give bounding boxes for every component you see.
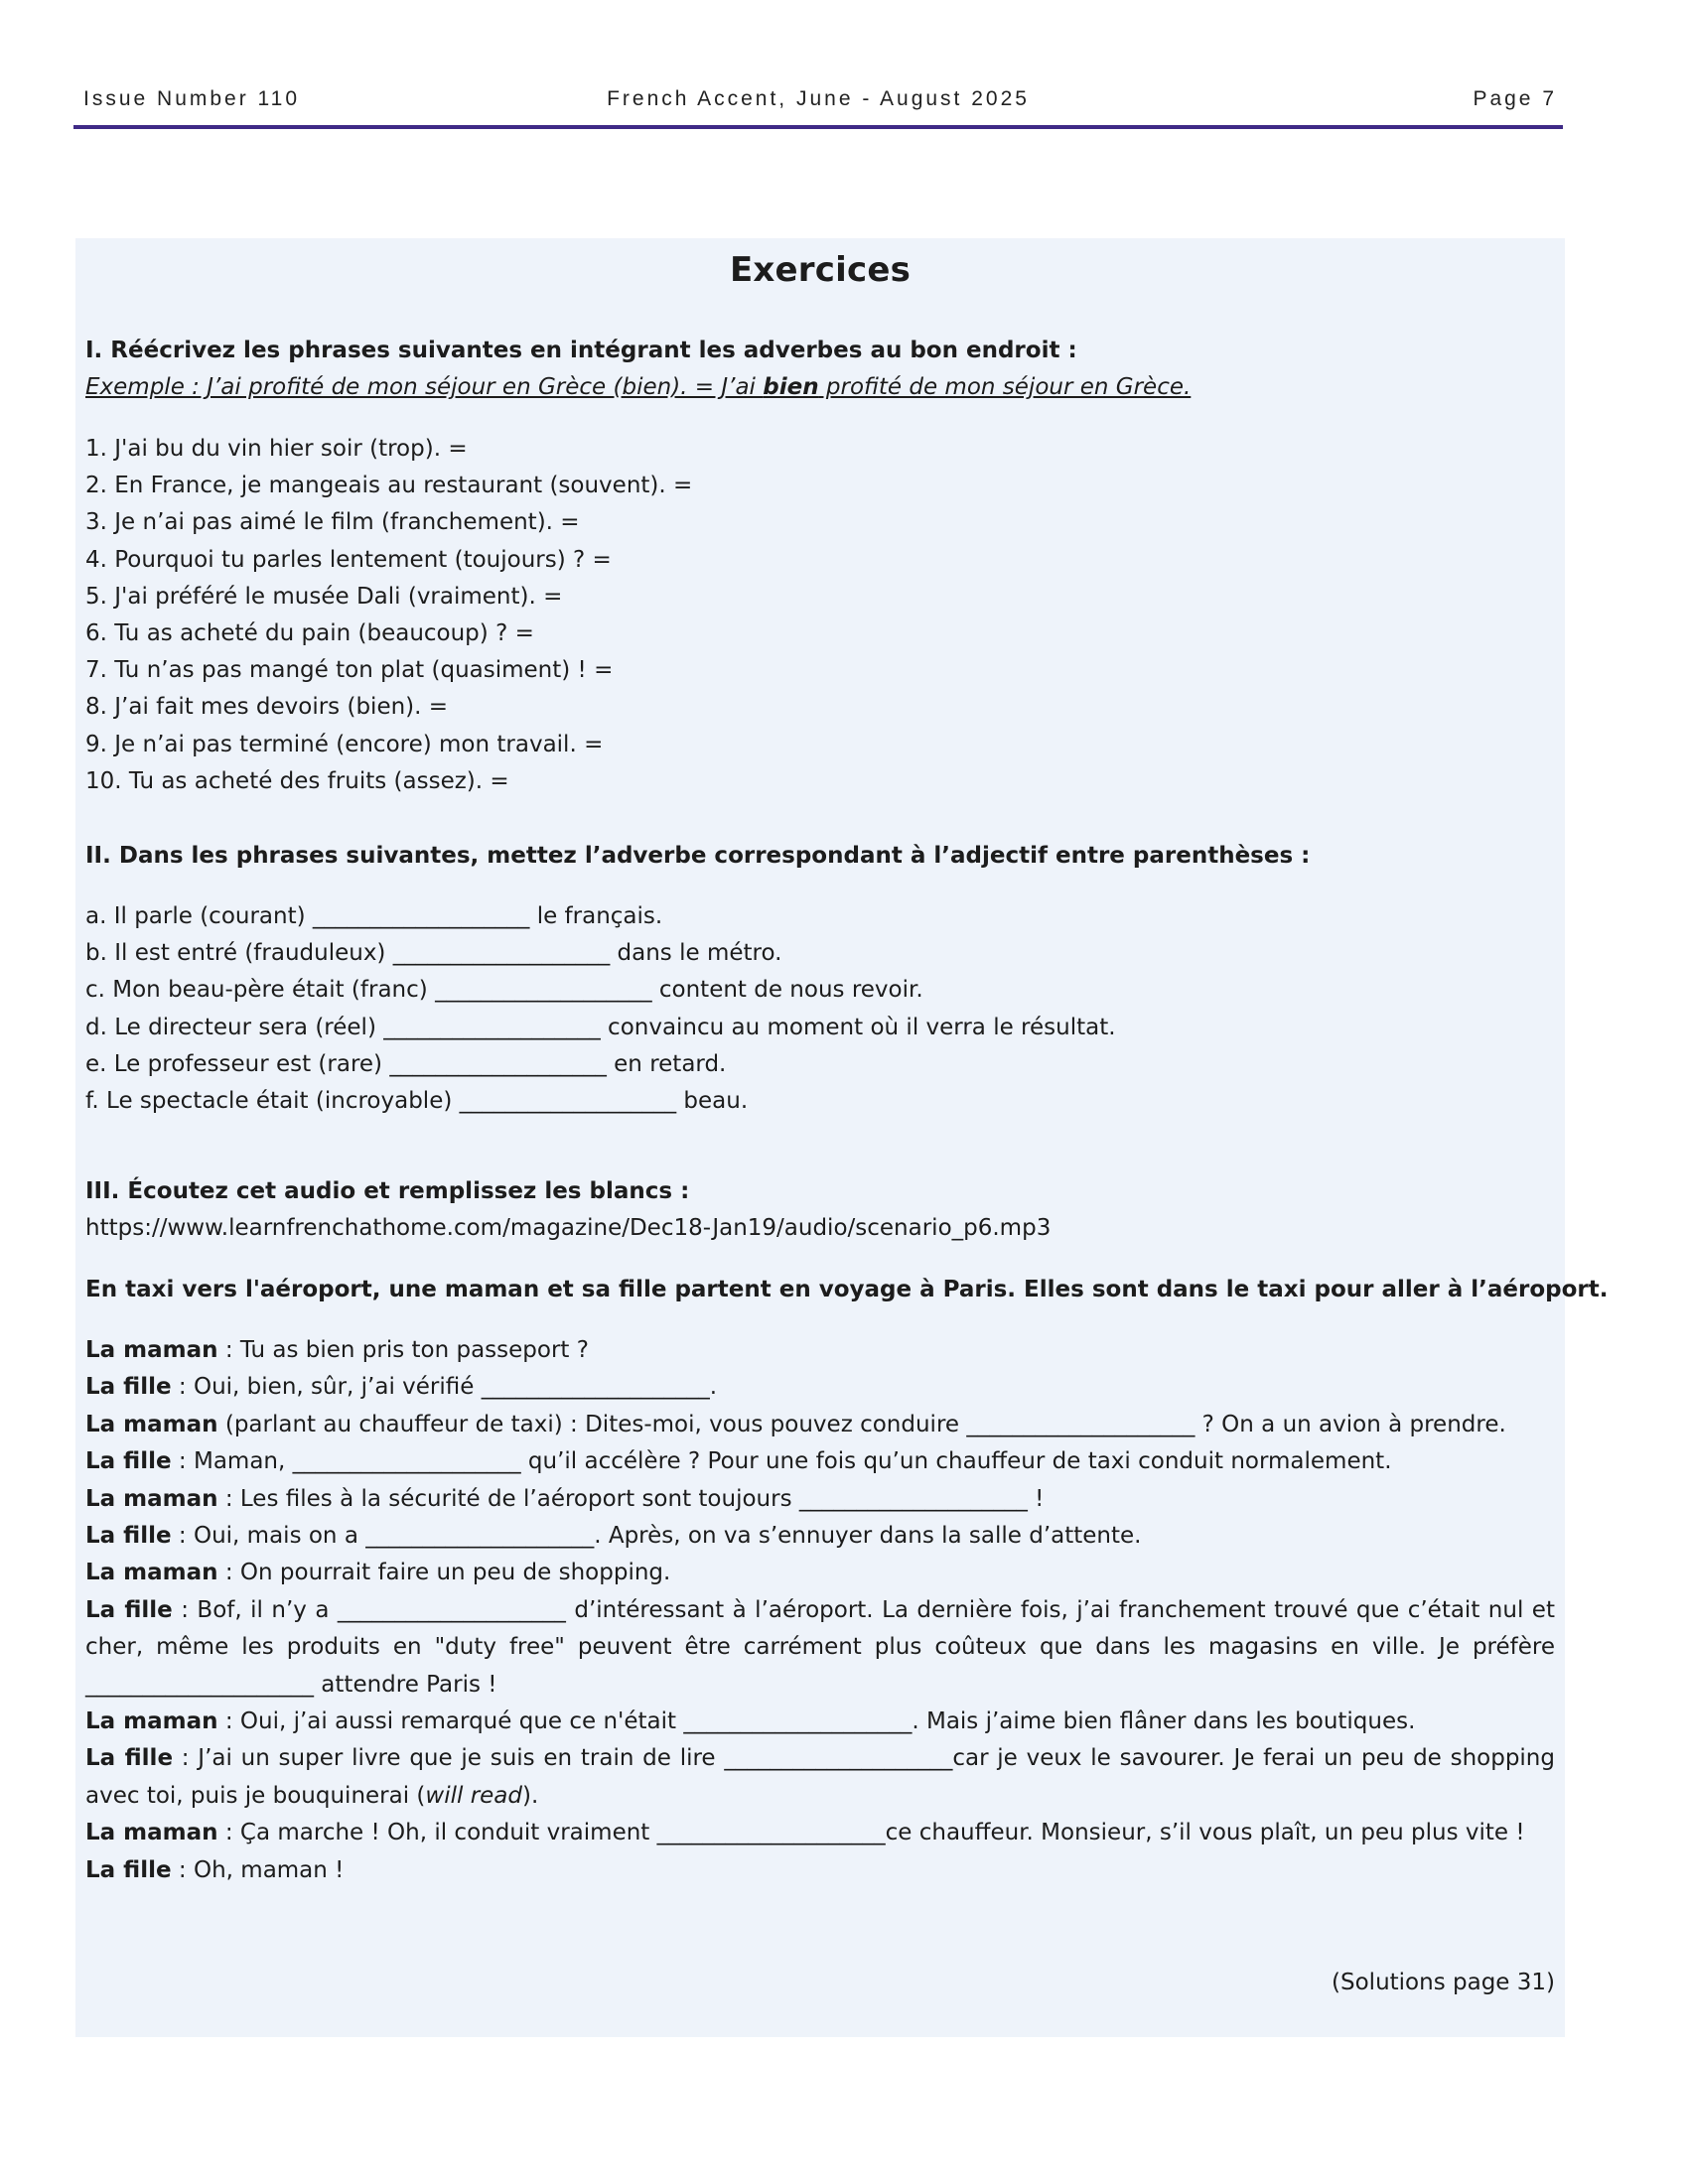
dialogue-line: La maman : Ça marche ! Oh, il conduit vraiment ____________________ce chauffeur. Monsieur, s’il vous plaît, un peu plus vite !	[85, 1820, 1525, 1846]
page-title: Exercices	[729, 250, 912, 290]
dialogue-line: La maman : Oui, j’ai aussi remarqué que ce n'était ____________________. Mais j’aime bien flâner dans les boutiques.	[85, 1708, 1416, 1735]
issue-number: Issue Number 110	[83, 87, 301, 110]
dialogue-line: La fille : Oui, mais on a ____________________. Après, on va s’ennuyer dans la salle d’attente.	[85, 1523, 1142, 1550]
audio-link[interactable]: https://www.learnfrenchathome.com/magazine/Dec18-Jan19/audio/scenario_p6.mp3	[85, 1215, 1052, 1241]
list-item: 9. Je n’ai pas terminé (encore) mon travail. =	[85, 731, 604, 757]
exercises-box	[75, 238, 1609, 2037]
example-text: Exemple : J’ai profité de mon séjour en Grèce (bien). = J’ai bien profité de mon séjour en Grèce.	[85, 374, 1192, 400]
list-item: c. Mon beau-père était (franc) ___________________ content de nous revoir.	[85, 977, 923, 1004]
list-item: a. Il parle (courant) ___________________ le français.	[85, 903, 663, 929]
dialogue-line: La maman : On pourrait faire un peu de shopping.	[85, 1560, 671, 1586]
section-2-list	[85, 898, 1555, 1120]
list-item: 6. Tu as acheté du pain (beaucoup) ? =	[85, 619, 534, 646]
section-3-heading: III. Écoutez cet audio et remplissez les blancs :	[85, 1178, 690, 1204]
page-header	[73, 73, 1563, 129]
list-item: 8. J’ai fait mes devoirs (bien). =	[85, 694, 449, 721]
dialogue-line: La fille : J’ai un super livre que je suis en train de lire ____________________car je veux le savourer. Je ferai un peu de shopping avec toi, puis je bouquinerai (will read).	[85, 1745, 1555, 1809]
section-1-example	[85, 369, 1555, 406]
page-number: Page 7	[1473, 87, 1557, 110]
list-item: f. Le spectacle était (incroyable) ___________________ beau.	[85, 1087, 749, 1114]
solutions-reference: (Solutions page 31)	[1332, 1970, 1555, 1995]
dialogue-line: La maman : Les files à la sécurité de l’aéroport sont toujours ____________________ !	[85, 1485, 1045, 1512]
section-1-list	[85, 431, 1555, 800]
list-item: e. Le professeur est (rare) ___________________ en retard.	[85, 1050, 727, 1077]
list-item: 5. J'ai préféré le musée Dali (vraiment). =	[85, 583, 563, 610]
dialogue-line: La maman : Tu as bien pris ton passeport ?	[85, 1337, 589, 1363]
dialogue-line: La fille : Bof, il n’y a ____________________ d’intéressant à l’aéroport. La dernière fois, j’ai franchement trouvé que c’était nul et cher, même les produits en "duty free" peuvent être carrément plus coûteux que dans les magasins en ville. Je préfère ____________________ attendre Paris !	[85, 1596, 1555, 1698]
list-item: 7. Tu n’as pas mangé ton plat (quasiment) ! =	[85, 657, 614, 684]
dialogue-line: La fille : Oh, maman !	[85, 1856, 345, 1883]
list-item: b. Il est entré (frauduleux) ___________________ dans le métro.	[85, 940, 782, 967]
dialogue-line: La maman (parlant au chauffeur de taxi) : Dites-moi, vous pouvez conduire ____________________ ? On a un avion à prendre.	[85, 1411, 1506, 1437]
section-2-heading: II. Dans les phrases suivantes, mettez l’adverbe correspondant à l’adjectif entre parenthèses :	[85, 843, 1311, 869]
list-item: 4. Pourquoi tu parles lentement (toujours) ? =	[85, 546, 612, 573]
section-1-heading: I. Réécrivez les phrases suivantes en intégrant les adverbes au bon endroit :	[85, 338, 1077, 363]
list-item: d. Le directeur sera (réel) ___________________ convaincu au moment où il verra le résultat.	[85, 1014, 1116, 1040]
list-item: 3. Je n’ai pas aimé le film (franchement). =	[85, 509, 580, 536]
dialogue-line: La fille : Maman, ____________________ qu’il accélère ? Pour une fois qu’un chauffeur de taxi conduit normalement.	[85, 1448, 1392, 1475]
publication-title: French Accent, June - August 2025	[607, 87, 1030, 110]
dialogue	[85, 1332, 1555, 1889]
list-item: 10. Tu as acheté des fruits (assez). =	[85, 767, 509, 794]
dialogue-line: La fille : Oui, bien, sûr, j’ai vérifié ____________________.	[85, 1374, 718, 1401]
list-item: 1. J'ai bu du vin hier soir (trop). =	[85, 436, 468, 462]
list-item: 2. En France, je mangeais au restaurant (souvent). =	[85, 473, 693, 499]
dialogue-intro: En taxi vers l'aéroport, une maman et sa fille partent en voyage à Paris. Elles sont dans le taxi pour aller à l’aéroport.	[85, 1277, 1609, 1302]
